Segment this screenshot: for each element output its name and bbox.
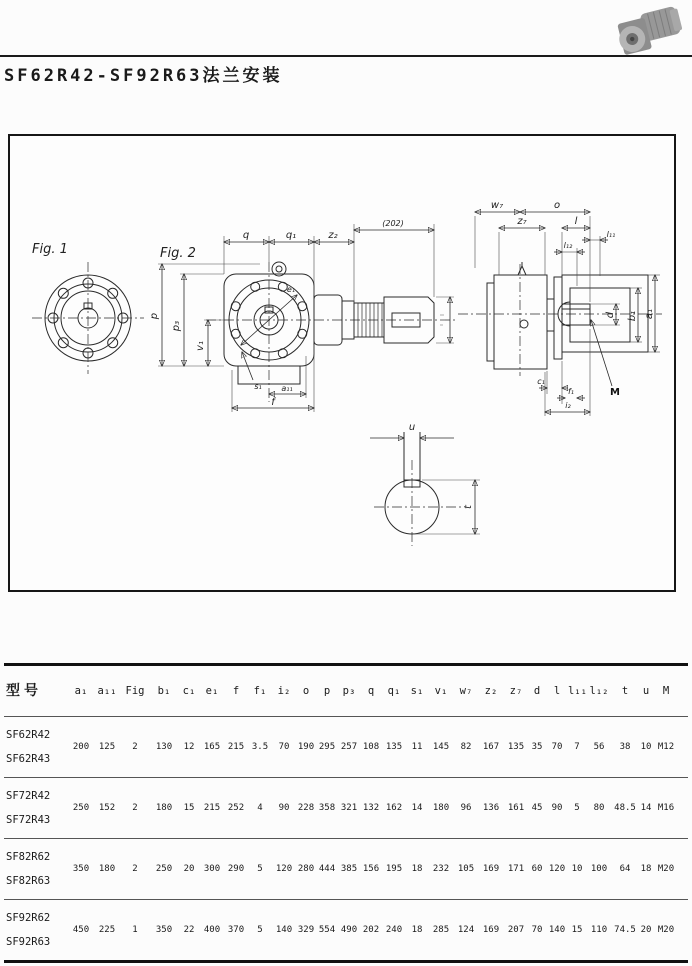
- col-header: e₁: [205, 685, 219, 697]
- table-header-row: [4, 666, 688, 716]
- dim-value: 252: [227, 803, 245, 813]
- dim-value: 295: [318, 742, 336, 752]
- col-header: o: [302, 685, 310, 697]
- dim-value: M20: [657, 925, 675, 935]
- dim-value: 321: [340, 803, 358, 813]
- model-name: SF92R62: [6, 912, 51, 924]
- dim-value: 250: [155, 864, 173, 874]
- dim-value: 5: [257, 864, 263, 874]
- dim-value: 300: [203, 864, 221, 874]
- dim-label-e1: e₁: [286, 285, 296, 294]
- dim-value: 215: [227, 742, 245, 752]
- dim-value: M20: [657, 864, 675, 874]
- dim-label-z2: z₂: [328, 230, 338, 241]
- dim-label-i2: i₂: [565, 401, 571, 410]
- col-header: v₁: [434, 685, 448, 697]
- dim-value: 18: [411, 864, 423, 874]
- model-name: SF62R42: [6, 729, 51, 741]
- dim-value: 169: [482, 925, 500, 935]
- dim-label-l: l: [574, 216, 578, 227]
- col-header: f₁: [253, 685, 267, 697]
- table-row: [4, 838, 688, 899]
- model-name: SF72R42: [6, 790, 51, 802]
- dim-value: 130: [155, 742, 173, 752]
- table-row: [4, 777, 688, 838]
- dim-value: 358: [318, 803, 336, 813]
- col-header: l₁₁: [568, 685, 587, 697]
- dim-value: 70: [278, 742, 290, 752]
- dim-label-a11: a₁₁: [281, 384, 293, 393]
- col-header: b₁: [157, 685, 171, 697]
- col-header: f: [232, 685, 240, 697]
- dim-value: 120: [548, 864, 566, 874]
- dim-value: 15: [183, 803, 195, 813]
- fig2-label: Fig. 2: [160, 246, 196, 261]
- dim-value: 180: [155, 803, 173, 813]
- dim-value: 5: [257, 925, 263, 935]
- dim-value: 152: [98, 803, 116, 813]
- dim-value: 100: [590, 864, 608, 874]
- dim-value: 450: [72, 925, 90, 935]
- dim-value: 240: [385, 925, 403, 935]
- dim-value: 228: [297, 803, 315, 813]
- col-header: Fig: [125, 685, 145, 697]
- dim-value: 285: [432, 925, 450, 935]
- dim-value: 64: [619, 864, 631, 874]
- col-header: w₇: [459, 685, 473, 697]
- dim-label-l12: l₁₂: [563, 241, 573, 250]
- col-header: a₁: [74, 685, 88, 697]
- dim-label-c1: c₁: [537, 377, 545, 386]
- gearmotor-photo: [608, 4, 688, 60]
- dim-value: 96: [460, 803, 472, 813]
- dim-label-t: t: [463, 505, 474, 509]
- dim-value: 444: [318, 864, 336, 874]
- table-row: [4, 899, 688, 960]
- dim-value: 90: [551, 803, 563, 813]
- col-header: a₁₁: [97, 685, 117, 697]
- dim-value: 2: [132, 803, 138, 813]
- dim-value: 162: [385, 803, 403, 813]
- dim-value: 15: [571, 925, 583, 935]
- dim-value: 161: [507, 803, 525, 813]
- dim-value: 136: [482, 803, 500, 813]
- model-name: SF62R43: [6, 753, 51, 765]
- dim-label-d: d: [605, 311, 616, 319]
- dim-value: 290: [227, 864, 245, 874]
- drawing-frame: [8, 134, 676, 592]
- col-header: c₁: [182, 685, 196, 697]
- fig1-label: Fig. 1: [32, 242, 68, 257]
- dim-label-v1: v₁: [195, 341, 206, 351]
- dim-value: 110: [590, 925, 608, 935]
- dim-value: 257: [340, 742, 358, 752]
- dim-label-p3: p₃: [171, 320, 182, 332]
- dim-value: 140: [275, 925, 293, 935]
- dim-label-b1: b₁: [627, 310, 638, 322]
- dim-label-z7: z₇: [517, 216, 527, 227]
- col-header: q: [367, 685, 375, 697]
- dim-value: 7: [574, 742, 580, 752]
- col-header: p: [323, 685, 331, 697]
- table-row: [4, 716, 688, 777]
- dim-value: 145: [432, 742, 450, 752]
- dim-value: 190: [297, 742, 315, 752]
- dim-value: 45: [531, 803, 543, 813]
- dim-label-s1: s₁: [254, 382, 262, 391]
- dim-label-o: o: [553, 200, 561, 211]
- col-header: i₂: [277, 685, 291, 697]
- dim-value: 124: [457, 925, 475, 935]
- dim-value: 156: [362, 864, 380, 874]
- dim-value: 169: [482, 864, 500, 874]
- dim-value: 350: [72, 864, 90, 874]
- dim-value: 18: [411, 925, 423, 935]
- col-header: M: [662, 685, 670, 697]
- dim-value: 10: [640, 742, 652, 752]
- dim-value: 207: [507, 925, 525, 935]
- dim-label-f1: f₁: [567, 387, 575, 396]
- dim-value: 11: [411, 742, 423, 752]
- dim-value: 60: [531, 864, 543, 874]
- dim-value: 180: [432, 803, 450, 813]
- dim-label-p: p: [149, 312, 160, 320]
- dim-label-q1: q₁: [285, 230, 297, 241]
- model-name: SF82R63: [6, 875, 51, 887]
- dim-label-u: u: [408, 422, 416, 433]
- dim-value: 70: [531, 925, 543, 935]
- dim-value: 5: [574, 803, 580, 813]
- col-header: t: [621, 685, 629, 697]
- dim-value: 554: [318, 925, 336, 935]
- col-header: s₁: [410, 685, 424, 697]
- dim-value: 108: [362, 742, 380, 752]
- dim-value: 125: [98, 742, 116, 752]
- dim-value: 350: [155, 925, 173, 935]
- dim-label-a1: a₁: [644, 308, 655, 320]
- dimension-table: [4, 663, 688, 963]
- fig2-drawing: [160, 246, 458, 402]
- model-name: SF92R63: [6, 936, 51, 948]
- dim-value: 2: [132, 864, 138, 874]
- model-name: SF82R62: [6, 851, 51, 863]
- dim-value: 490: [340, 925, 358, 935]
- dim-value: 38: [619, 742, 631, 752]
- shaft-section-drawing: [370, 422, 480, 546]
- dim-value: 48.5: [614, 803, 636, 813]
- dim-value: 2: [132, 742, 138, 752]
- dim-value: 180: [98, 864, 116, 874]
- dim-value: 215: [203, 803, 221, 813]
- dim-value: 200: [72, 742, 90, 752]
- col-header: d: [533, 685, 541, 697]
- dim-value: 140: [548, 925, 566, 935]
- dim-value: 167: [482, 742, 500, 752]
- dim-label-l11: l₁₁: [606, 230, 616, 239]
- dim-label-202: (202): [382, 219, 404, 228]
- col-header: z₇: [509, 685, 523, 697]
- dim-value: 1: [132, 925, 138, 935]
- dim-value: 400: [203, 925, 221, 935]
- dim-value: 3.5: [251, 742, 269, 752]
- dim-value: M12: [657, 742, 675, 752]
- dim-value: 18: [640, 864, 652, 874]
- dim-value: 132: [362, 803, 380, 813]
- dim-value: 14: [640, 803, 652, 813]
- dim-value: 225: [98, 925, 116, 935]
- dim-value: 135: [385, 742, 403, 752]
- dim-label-w7: w₇: [490, 200, 504, 211]
- dim-value: 14: [411, 803, 423, 813]
- dim-value: 280: [297, 864, 315, 874]
- dim-label-m: M: [610, 387, 620, 398]
- dim-value: 105: [457, 864, 475, 874]
- dim-value: 135: [507, 742, 525, 752]
- dim-value: 35: [531, 742, 543, 752]
- fig1-drawing: [32, 242, 144, 374]
- dim-value: 20: [183, 864, 195, 874]
- dim-value: 195: [385, 864, 403, 874]
- page-title: SF62R42-SF92R63法兰安装: [4, 66, 283, 86]
- dim-value: 20: [640, 925, 652, 935]
- dim-value: 250: [72, 803, 90, 813]
- col-header: z₂: [484, 685, 498, 697]
- dim-value: 385: [340, 864, 358, 874]
- dim-value: 232: [432, 864, 450, 874]
- dim-value: 370: [227, 925, 245, 935]
- dim-value: 22: [183, 925, 195, 935]
- dim-value: 12: [183, 742, 195, 752]
- dim-value: 120: [275, 864, 293, 874]
- dim-value: 70: [551, 742, 563, 752]
- dim-label-q: q: [242, 230, 250, 241]
- model-name: SF72R43: [6, 814, 51, 826]
- technical-drawing: [10, 136, 674, 590]
- header-rule: [0, 55, 692, 57]
- col-header: p₃: [342, 685, 356, 697]
- col-header: l: [553, 685, 561, 697]
- dim-value: 56: [593, 742, 605, 752]
- dim-value: 10: [571, 864, 583, 874]
- col-header: l₁₂: [589, 685, 609, 697]
- dim-value: 171: [507, 864, 525, 874]
- model-column-header: 型号: [6, 683, 42, 699]
- dim-value: 4: [257, 803, 263, 813]
- dim-label-f: f: [271, 397, 275, 408]
- side-view-dimensions: [475, 200, 660, 416]
- dim-value: 329: [297, 925, 315, 935]
- dim-value: 74.5: [614, 925, 636, 935]
- dim-value: M16: [657, 803, 675, 813]
- col-header: q₁: [387, 685, 401, 697]
- dim-value: 82: [460, 742, 472, 752]
- dim-value: 165: [203, 742, 221, 752]
- dim-value: 90: [278, 803, 290, 813]
- dim-value: 202: [362, 925, 380, 935]
- col-header: u: [642, 685, 650, 697]
- dim-value: 80: [593, 803, 605, 813]
